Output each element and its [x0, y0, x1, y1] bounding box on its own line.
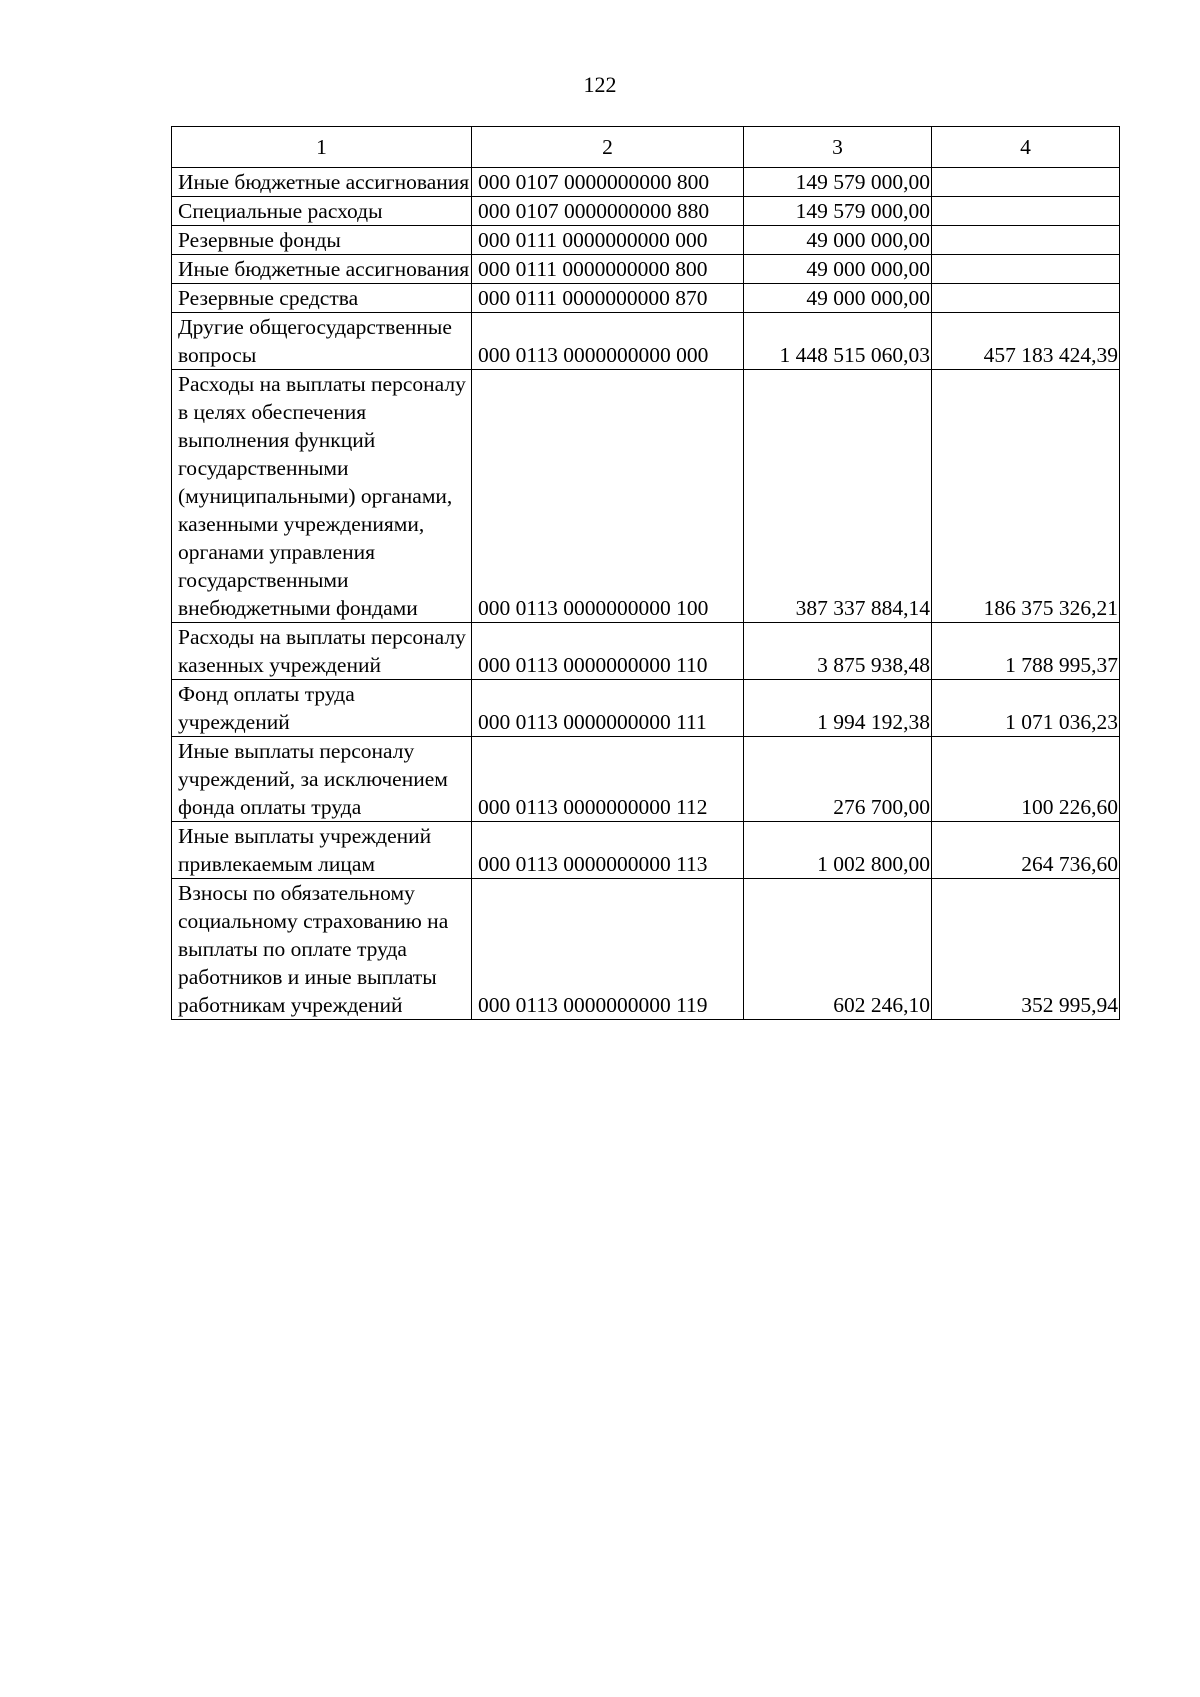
row-code: 000 0113 0000000000 112 — [472, 737, 744, 822]
row-amount-3: 1 002 800,00 — [744, 822, 932, 879]
row-name: Взносы по обязательному социальному страхованию на выплаты по оплате труда работников и иные выплаты работникам учреждений — [172, 879, 472, 1020]
row-name: Фонд оплаты труда учреждений — [172, 680, 472, 737]
row-name: Резервные средства — [172, 284, 472, 313]
table-row — [172, 313, 1120, 370]
row-name: Резервные фонды — [172, 226, 472, 255]
row-code: 000 0113 0000000000 113 — [472, 822, 744, 879]
row-name: Иные выплаты учреждений привлекаемым лицам — [172, 822, 472, 879]
row-amount-4 — [932, 197, 1120, 226]
row-name: Иные бюджетные ассигнования — [172, 168, 472, 197]
row-amount-4 — [932, 284, 1120, 313]
header-row — [172, 127, 1120, 168]
row-amount-3: 3 875 938,48 — [744, 623, 932, 680]
table-row — [172, 879, 1120, 1020]
row-name: Иные выплаты персоналу учреждений, за исключением фонда оплаты труда — [172, 737, 472, 822]
table-row — [172, 680, 1120, 737]
row-amount-3: 149 579 000,00 — [744, 168, 932, 197]
row-code: 000 0113 0000000000 100 — [472, 370, 744, 623]
row-amount-3: 49 000 000,00 — [744, 284, 932, 313]
table-row — [172, 168, 1120, 197]
table-row — [172, 623, 1120, 680]
row-amount-3: 49 000 000,00 — [744, 255, 932, 284]
row-name: Расходы на выплаты персоналу казенных учреждений — [172, 623, 472, 680]
row-amount-4: 100 226,60 — [932, 737, 1120, 822]
row-name: Специальные расходы — [172, 197, 472, 226]
row-amount-3: 602 246,10 — [744, 879, 932, 1020]
row-code: 000 0107 0000000000 800 — [472, 168, 744, 197]
header-col-3: 3 — [744, 127, 932, 168]
row-amount-4: 352 995,94 — [932, 879, 1120, 1020]
table-row — [172, 226, 1120, 255]
header-col-2: 2 — [472, 127, 744, 168]
table-row — [172, 197, 1120, 226]
row-code: 000 0113 0000000000 119 — [472, 879, 744, 1020]
table-row — [172, 284, 1120, 313]
table-row — [172, 370, 1120, 623]
budget-table — [171, 126, 1120, 1020]
row-code: 000 0113 0000000000 111 — [472, 680, 744, 737]
row-amount-4: 457 183 424,39 — [932, 313, 1120, 370]
header-col-4: 4 — [932, 127, 1120, 168]
table-header — [172, 127, 1120, 168]
row-amount-4: 186 375 326,21 — [932, 370, 1120, 623]
table-row — [172, 737, 1120, 822]
row-amount-4 — [932, 255, 1120, 284]
row-amount-3: 276 700,00 — [744, 737, 932, 822]
row-code: 000 0111 0000000000 000 — [472, 226, 744, 255]
row-amount-3: 149 579 000,00 — [744, 197, 932, 226]
row-code: 000 0111 0000000000 870 — [472, 284, 744, 313]
row-amount-3: 387 337 884,14 — [744, 370, 932, 623]
row-code: 000 0107 0000000000 880 — [472, 197, 744, 226]
row-name: Другие общегосударственные вопросы — [172, 313, 472, 370]
header-col-1: 1 — [172, 127, 472, 168]
row-amount-4 — [932, 226, 1120, 255]
row-amount-3: 1 448 515 060,03 — [744, 313, 932, 370]
row-code: 000 0113 0000000000 110 — [472, 623, 744, 680]
row-amount-3: 49 000 000,00 — [744, 226, 932, 255]
page-number: 122 — [583, 72, 617, 97]
row-amount-4: 1 788 995,37 — [932, 623, 1120, 680]
row-code: 000 0113 0000000000 000 — [472, 313, 744, 370]
row-name: Иные бюджетные ассигнования — [172, 255, 472, 284]
row-amount-4: 1 071 036,23 — [932, 680, 1120, 737]
table-body — [172, 168, 1120, 1020]
table-row — [172, 822, 1120, 879]
row-amount-3: 1 994 192,38 — [744, 680, 932, 737]
row-name: Расходы на выплаты персоналу в целях обеспечения выполнения функций государственными (муниципальными) органами, казенными учреждениями, органами управления государственными внебюджетными фондами — [172, 370, 472, 623]
row-amount-4 — [932, 168, 1120, 197]
row-code: 000 0111 0000000000 800 — [472, 255, 744, 284]
table-row — [172, 255, 1120, 284]
row-amount-4: 264 736,60 — [932, 822, 1120, 879]
